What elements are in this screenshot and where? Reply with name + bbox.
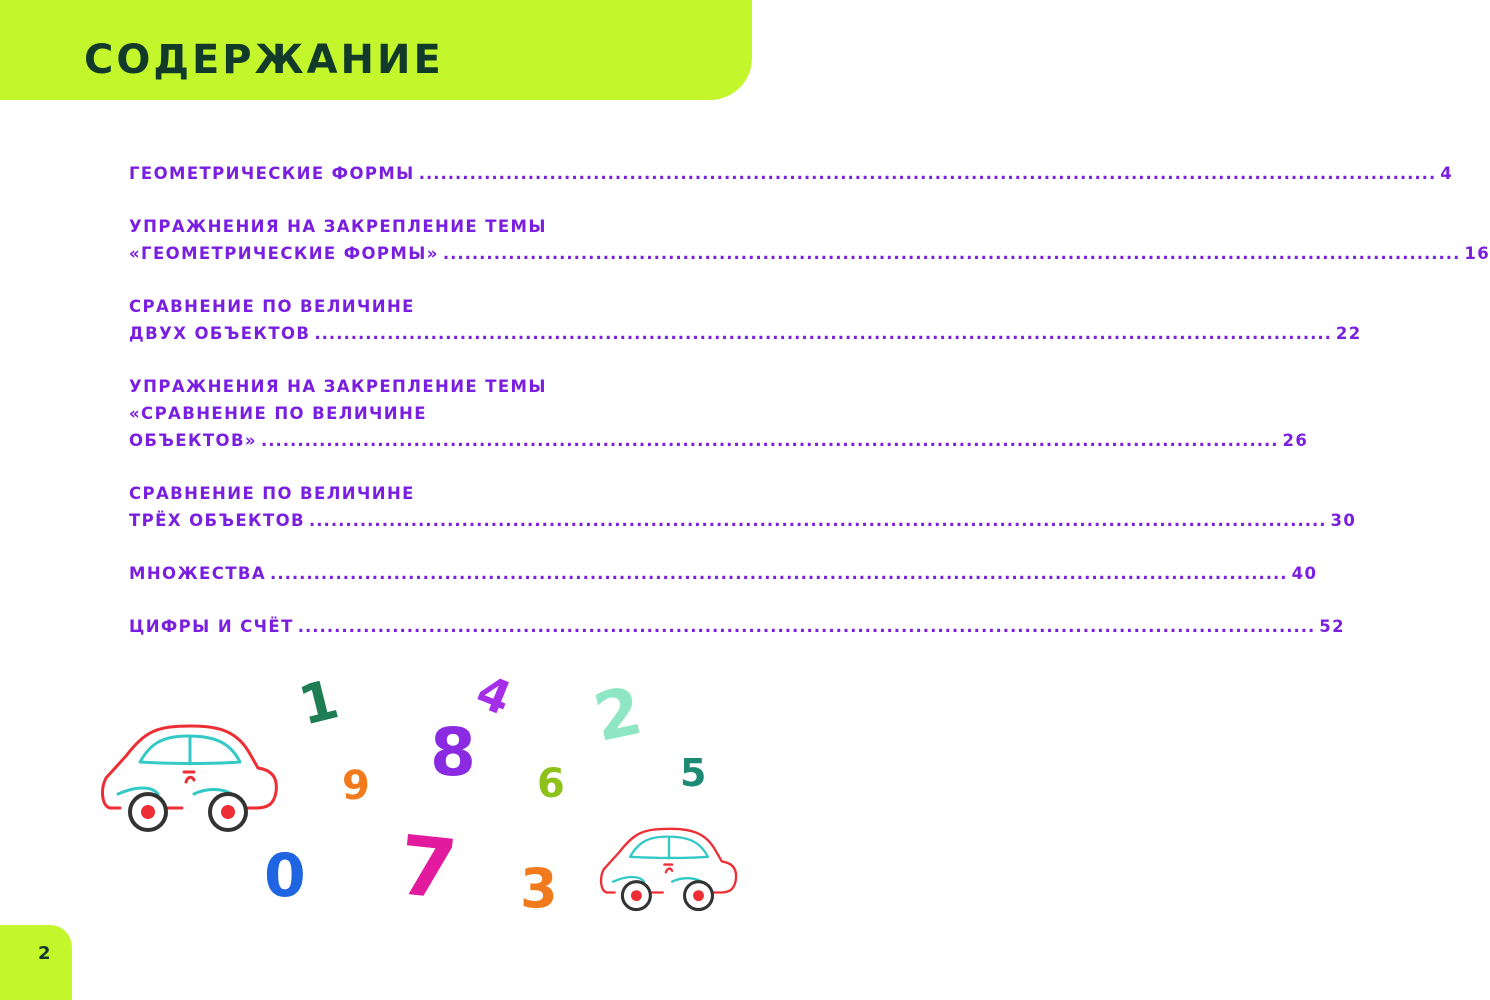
toc-entry-title-line: ДВУХ ОБЪЕКТОВ bbox=[129, 324, 311, 343]
digit-five: 5 bbox=[680, 751, 707, 795]
toc-entry[interactable] bbox=[129, 480, 1357, 534]
page-number: 2 bbox=[38, 943, 51, 964]
red-car-left bbox=[96, 716, 284, 842]
toc-entry-title-line: ГЕОМЕТРИЧЕСКИЕ ФОРМЫ bbox=[129, 164, 415, 183]
table-of-contents bbox=[129, 160, 1490, 666]
toc-entry[interactable] bbox=[129, 560, 1318, 587]
toc-page-number: 30 bbox=[1330, 511, 1357, 530]
digit-six: 6 bbox=[537, 761, 565, 807]
toc-page-number: 4 bbox=[1440, 164, 1454, 183]
dot-leader: ............................................................................................................................................ bbox=[442, 244, 1461, 263]
toc-entry-title-line: УПРАЖНЕНИЯ НА ЗАКРЕПЛЕНИЕ ТЕМЫ bbox=[129, 217, 547, 236]
page-number-badge bbox=[0, 925, 72, 1000]
toc-entry-title-line: МНОЖЕСТВА bbox=[129, 564, 267, 583]
toc-entry-title-line: «ГЕОМЕТРИЧЕСКИЕ ФОРМЫ» bbox=[129, 244, 439, 263]
toc-entry-title-line: «СРАВНЕНИЕ ПО ВЕЛИЧИНЕ bbox=[129, 404, 427, 423]
dot-leader: ............................................................................................................................................ bbox=[260, 431, 1279, 450]
digit-three: 3 bbox=[520, 857, 558, 920]
page-title: СОДЕРЖАНИЕ bbox=[84, 37, 444, 83]
dot-leader: ............................................................................................................................................ bbox=[270, 564, 1288, 583]
toc-entry[interactable] bbox=[129, 160, 1454, 187]
toc-entry[interactable] bbox=[129, 213, 1490, 267]
toc-page-number: 40 bbox=[1291, 564, 1318, 583]
digit-zero: 0 bbox=[264, 841, 306, 911]
toc-page-number: 52 bbox=[1319, 617, 1346, 636]
toc-page-number: 16 bbox=[1464, 244, 1490, 263]
toc-page-number: 22 bbox=[1335, 324, 1362, 343]
toc-page-number: 26 bbox=[1282, 431, 1309, 450]
toc-entry-title-line: ОБЪЕКТОВ» bbox=[129, 431, 257, 450]
digit-nine: 9 bbox=[342, 763, 370, 809]
digit-one: 1 bbox=[292, 667, 345, 738]
digit-two: 2 bbox=[587, 672, 649, 757]
toc-entry[interactable] bbox=[129, 293, 1362, 347]
toc-entry[interactable] bbox=[129, 373, 1309, 454]
dot-leader: ............................................................................................................................................ bbox=[309, 511, 1327, 530]
toc-entry-title-line: СРАВНЕНИЕ ПО ВЕЛИЧИНЕ bbox=[129, 484, 415, 503]
digit-seven: 7 bbox=[394, 818, 461, 919]
digit-eight: 8 bbox=[430, 714, 476, 791]
toc-entry-title-line: СРАВНЕНИЕ ПО ВЕЛИЧИНЕ bbox=[129, 297, 415, 316]
toc-entry-title-line: ЦИФРЫ И СЧЁТ bbox=[129, 617, 294, 636]
toc-entry-title-line: УПРАЖНЕНИЯ НА ЗАКРЕПЛЕНИЕ ТЕМЫ bbox=[129, 377, 547, 396]
dot-leader: ............................................................................................................................................ bbox=[297, 617, 1316, 636]
dot-leader: ............................................................................................................................................ bbox=[314, 324, 1332, 343]
dot-leader: ............................................................................................................................................ bbox=[418, 164, 1437, 183]
digit-four: 4 bbox=[469, 663, 519, 727]
red-car-right bbox=[596, 820, 742, 920]
toc-entry[interactable] bbox=[129, 613, 1346, 640]
toc-entry-title-line: ТРЁХ ОБЪЕКТОВ bbox=[129, 511, 306, 530]
